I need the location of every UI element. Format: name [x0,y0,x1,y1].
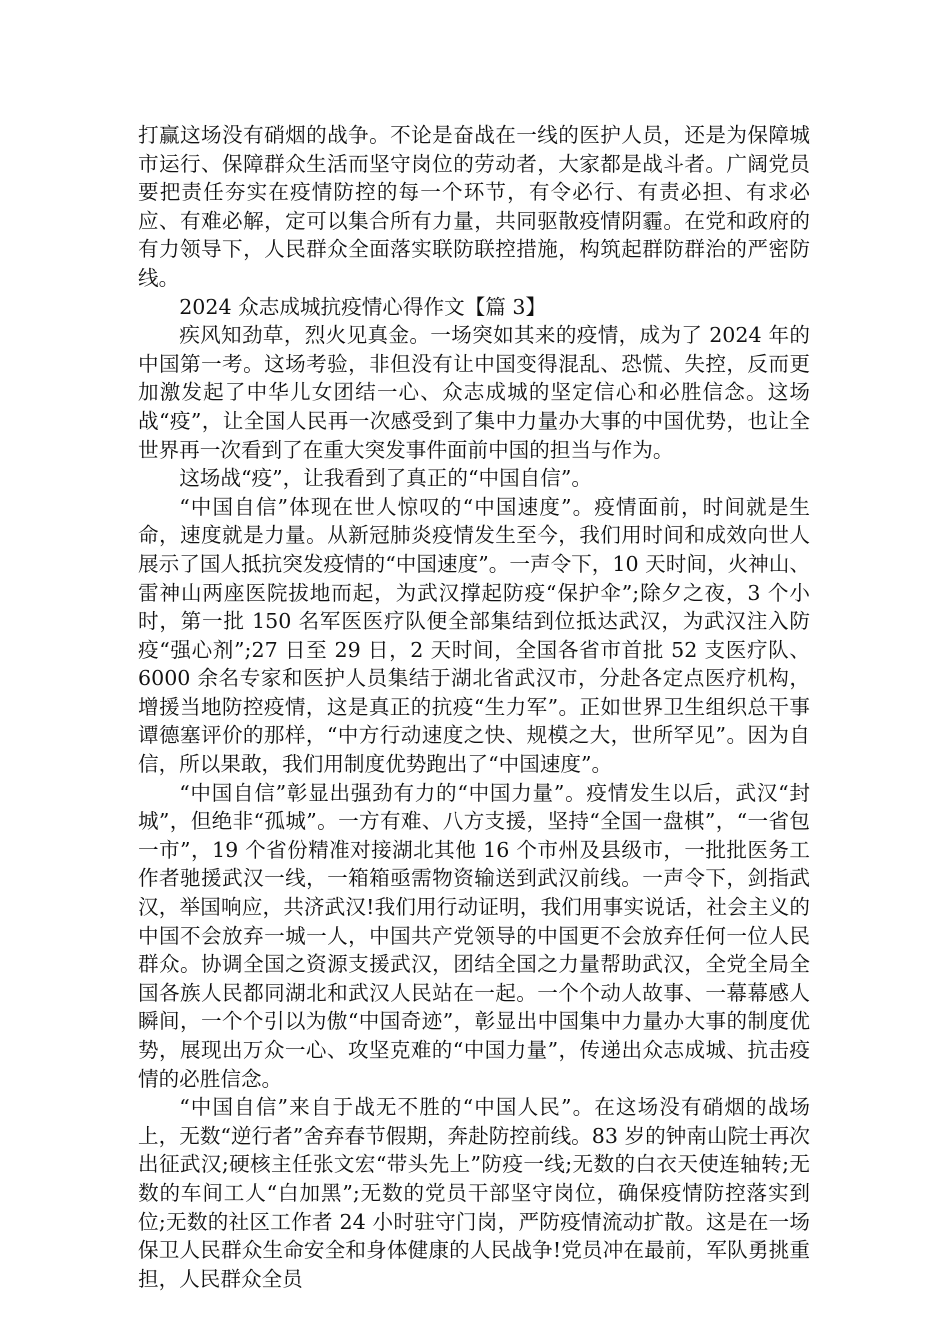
article-body [138,121,810,1293]
paragraph-continuation: 打赢这场没有硝烟的战争。不论是奋战在一线的医护人员，还是为保障城市运行、保障群众生活而坚守岗位的劳动者，大家都是战斗者。广阔党员要把责任夯实在疫情防控的每一个环节，有令必行、有责必担、有求必应、有难必解，定可以集合所有力量，共同驱散疫情阴霾。在党和政府的有力领导下，人民群众全面落实联防联控措施，构筑起群防群治的严密防线。 [138,123,810,290]
section-heading: 2024 众志成城抗疫情心得作文【篇 3】 [179,294,547,319]
paragraph-intro: 疾风知劲草，烈火见真金。一场突如其来的疫情，成为了 2024 年的中国第一考。这场考验，非但没有让中国变得混乱、恐慌、失控，反而更加激发起了中华儿女团结一心、众志成城的坚定信心和必胜信念。这场战“疫”，让全国人民再一次感受到了集中力量办大事的中国优势，也让全世界再一次看到了在重大突发事件面前中国的担当与作为。 [138,323,810,462]
paragraph-thesis: 这场战“疫”，让我看到了真正的“中国自信”。 [179,466,592,491]
paragraph-china-speed: “中国自信”体现在世人惊叹的“中国速度”。疫情面前，时间就是生命，速度就是力量。从新冠肺炎疫情发生至今，我们用时间和成效向世人展示了国人抵抗突发疫情的“中国速度”。一声令下，10 天时间，火神山、雷神山两座医院拔地而起，为武汉撑起防疫“保护伞”;除夕之夜，3 个小时，第一批 150 名军医医疗队便全部集结到位抵达武汉，为武汉注入防疫“强心剂”;27 日至 29 日，2 天时间，全国各省市首批 52 支医疗队、6000 余名专家和医护人员集结于湖北省武汉市，分赴各定点医疗机构，增援当地防控疫情，这是真正的抗疫“生力军”。正如世界卫生组织总干事谭德塞评价的那样，“中方行动速度之快、规模之大，世所罕见”。因为自信，所以果敢，我们用制度优势跑出了“中国速度”。 [138,494,810,777]
paragraph-china-strength: “中国自信”彰显出强劲有力的“中国力量”。疫情发生以后，武汉“封城”，但绝非“孤城”。一方有难、八方支援，坚持“全国一盘棋”，“一省包一市”，19 个省份精准对接湖北其他 16 个市州及县级市，一批批医务工作者驰援武汉一线，一箱箱亟需物资输送到武汉前线。一声令下，剑指武汉，举国响应，共济武汉!我们用行动证明，我们用事实说话，社会主义的中国不会放弃一城一人，中国共产党领导的中国更不会放弃任何一位人民群众。协调全国之资源支援武汉，团结全国之力量帮助武汉，全党全局全国各族人民都同湖北和武汉人民站在一起。一个个动人故事、一幕幕感人瞬间，一个个引以为傲“中国奇迹”，彰显出中国集中力量办大事的制度优势，展现出万众一心、攻坚克难的“中国力量”，传递出众志成城、抗击疫情的必胜信念。 [138,780,810,1091]
paragraph-china-people: “中国自信”来自于战无不胜的“中国人民”。在这场没有硝烟的战场上，无数“逆行者”舍弃春节假期，奔赴防控前线。83 岁的钟南山院士再次出征武汉;硬核主任张文宏“带头先上”防疫一线;无数的白衣天使连轴转;无数的车间工人“白加黑”;无数的党员干部坚守岗位，确保疫情防控落实到位;无数的社区工作者 24 小时驻守门岗，严防疫情流动扩散。这是在一场保卫人民群众生命安全和身体健康的人民战争!党员冲在最前，军队勇挑重担，人民群众全员 [138,1095,810,1291]
